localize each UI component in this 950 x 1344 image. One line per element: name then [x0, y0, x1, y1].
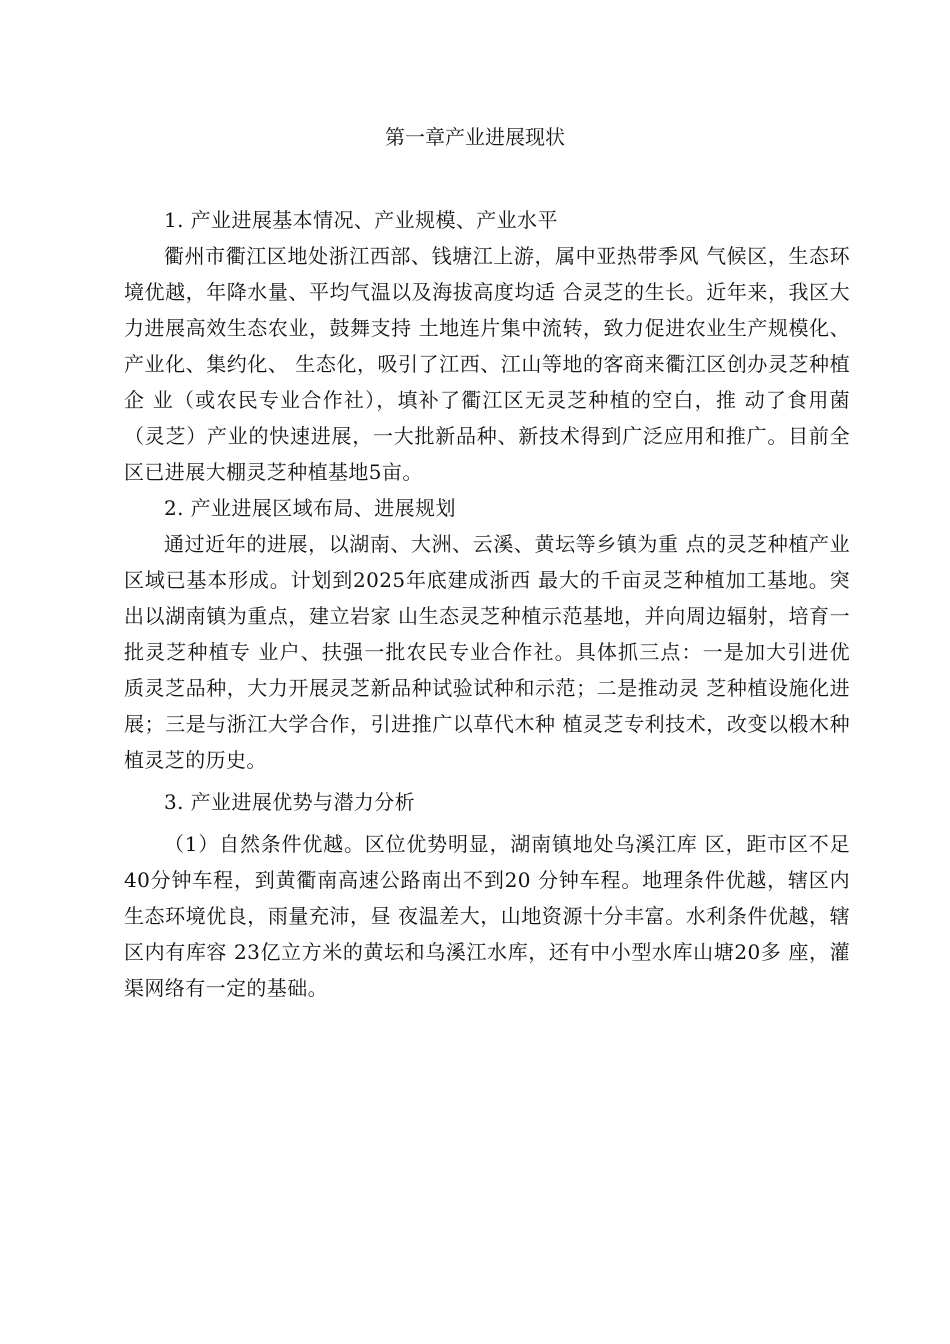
document-body — [124, 202, 850, 1006]
section-heading-1: 1. 产业进展基本情况、产业规模、产业水平 — [164, 208, 558, 232]
section-2-paragraph-1: 通过近年的进展，以湖南、大洲、云溪、黄坛等乡镇为重 点的灵芝种植产业区域已基本形成。计划到2025年底建成浙西 最大的千亩灵芝种植加工基地。突出以湖南镇为重点，建立岩家 山生态灵芝种植示范基地，并向周边辐射，培育一批灵芝种植专 业户、扶强一批农民专业合作社。具体抓三点：一是加大引进优 质灵芝品种，大力开展灵芝新品种试验试种和示范；二是推动灵 芝种植设施化进展；三是与浙江大学合作，引进推广以草代木种 植灵芝专利技术，改变以椴木种植灵芝的历史。 — [124, 532, 850, 772]
section-heading-3: 3. 产业进展优势与潜力分析 — [164, 790, 416, 814]
section-3-paragraph-1: （1）自然条件优越。区位优势明显，湖南镇地处乌溪江库 区，距市区不足40分钟车程，到黄衢南高速公路南出不到20 分钟车程。地理条件优越，辖区内生态环境优良，雨量充沛，昼 夜温差大，山地资源十分丰富。水利条件优越，辖区内有库容 23亿立方米的黄坛和乌溪江水库，还有中小型水库山塘20多 座，灌渠网络有一定的基础。 — [124, 832, 850, 1000]
section-heading-2: 2. 产业进展区域布局、进展规划 — [164, 496, 456, 520]
section-1-paragraph-1: 衢州市衢江区地处浙江西部、钱塘江上游，属中亚热带季风 气候区，生态环境优越，年降水量、平均气温以及海拔高度均适 合灵芝的生长。近年来，我区大力进展高效生态农业，鼓舞支持 土地连片集中流转，致力促进农业生产规模化、产业化、集约化、 生态化，吸引了江西、江山等地的客商来衢江区创办灵芝种植企 业（或农民专业合作社），填补了衢江区无灵芝种植的空白，推 动了食用菌（灵芝）产业的快速进展，一大批新品种、新技术得到广泛应用和推广。目前全区已进展大棚灵芝种植基地5亩。 — [124, 244, 850, 484]
chapter-title: 第一章产业进展现状 — [385, 125, 565, 149]
